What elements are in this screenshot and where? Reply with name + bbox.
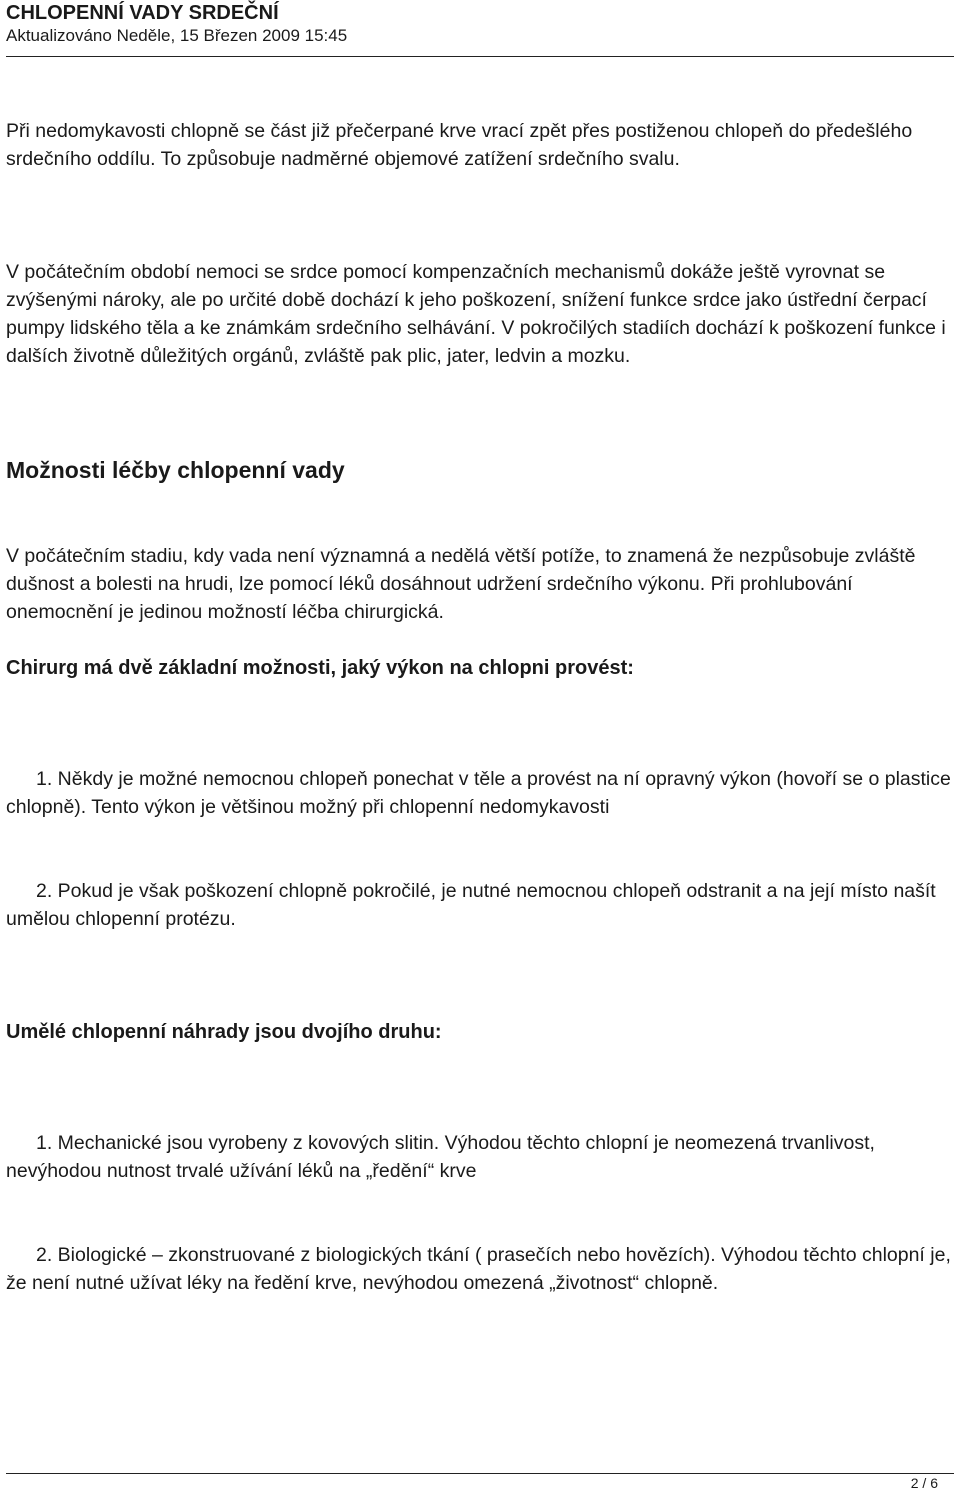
list-item-mechanical-valve <box>6 1129 954 1185</box>
heading-surgeon-options: Chirurg má dvě základní možnosti, jaký výkon na chlopni provést: <box>6 657 634 679</box>
updated-date: Aktualizováno Neděle, 15 Březen 2009 15:45 <box>6 26 348 45</box>
page-number: 2 / 6 <box>910 1475 938 1491</box>
list-item-valve-repair <box>6 765 954 821</box>
header-divider <box>6 56 954 57</box>
list-item-text: 1. Někdy je možné nemocnou chlopeň ponechat v těle a provést na ní opravný výkon (hovoří se o plastice chlopně). Tento výkon je většinou možný při chlopenní nedomykavosti <box>6 768 951 818</box>
document-title: CHLOPENNÍ VADY SRDEČNÍ <box>6 2 279 24</box>
list-item-text: 2. Biologické – zkonstruované z biologických tkání ( prasečích nebo hovězích). Výhodou těchto chlopní je, že není nutné užívat léky na ředění krve, nevýhodou omezená „životnost“ chlopně. <box>6 1244 951 1294</box>
list-item-valve-replacement <box>6 877 954 933</box>
paragraph-disease-progression: V počátečním období nemoci se srdce pomocí kompenzačních mechanismů dokáže ještě vyrovnat se zvýšenými nároky, ale po určité době dochází k jeho poškození, snížení funkce srdce jako ústřední čerpací pumpy lidského těla a ke známkám srdečního selhávání. V pokročilých stadiích dochází k poškození funkce i dalších životně důležitých orgánů, zvláště pak plic, jater, ledvin a mozku. <box>6 261 946 367</box>
heading-valve-types: Umělé chlopenní náhrady jsou dvojího druhu: <box>6 1021 442 1043</box>
heading-treatment-options: Možnosti léčby chlopenní vady <box>6 457 345 483</box>
list-item-biological-valve <box>6 1241 954 1297</box>
list-item-text: 2. Pokud je však poškození chlopně pokročilé, je nutné nemocnou chlopeň odstranit a na její místo našít umělou chlopenní protézu. <box>6 880 936 930</box>
footer-divider <box>6 1473 954 1474</box>
paragraph-early-stage: V počátečním stadiu, kdy vada není významná a nedělá větší potíže, to znamená že nezpůsobuje zvláště dušnost a bolesti na hrudi, lze pomocí léků dosáhnout udržení srdečního výkonu. Při prohlubování onemocnění je jedinou možností léčba chirurgická. <box>6 545 916 623</box>
list-item-text: 1. Mechanické jsou vyrobeny z kovových slitin. Výhodou těchto chlopní je neomezená trvanlivost, nevýhodou nutnost trvalé užívání léků na „ředění“ krve <box>6 1132 875 1182</box>
paragraph-regurgitation: Při nedomykavosti chlopně se část již přečerpané krve vrací zpět přes postiženou chlopeň do předešlého srdečního oddílu. To způsobuje nadměrné objemové zatížení srdečního svalu. <box>6 120 913 170</box>
